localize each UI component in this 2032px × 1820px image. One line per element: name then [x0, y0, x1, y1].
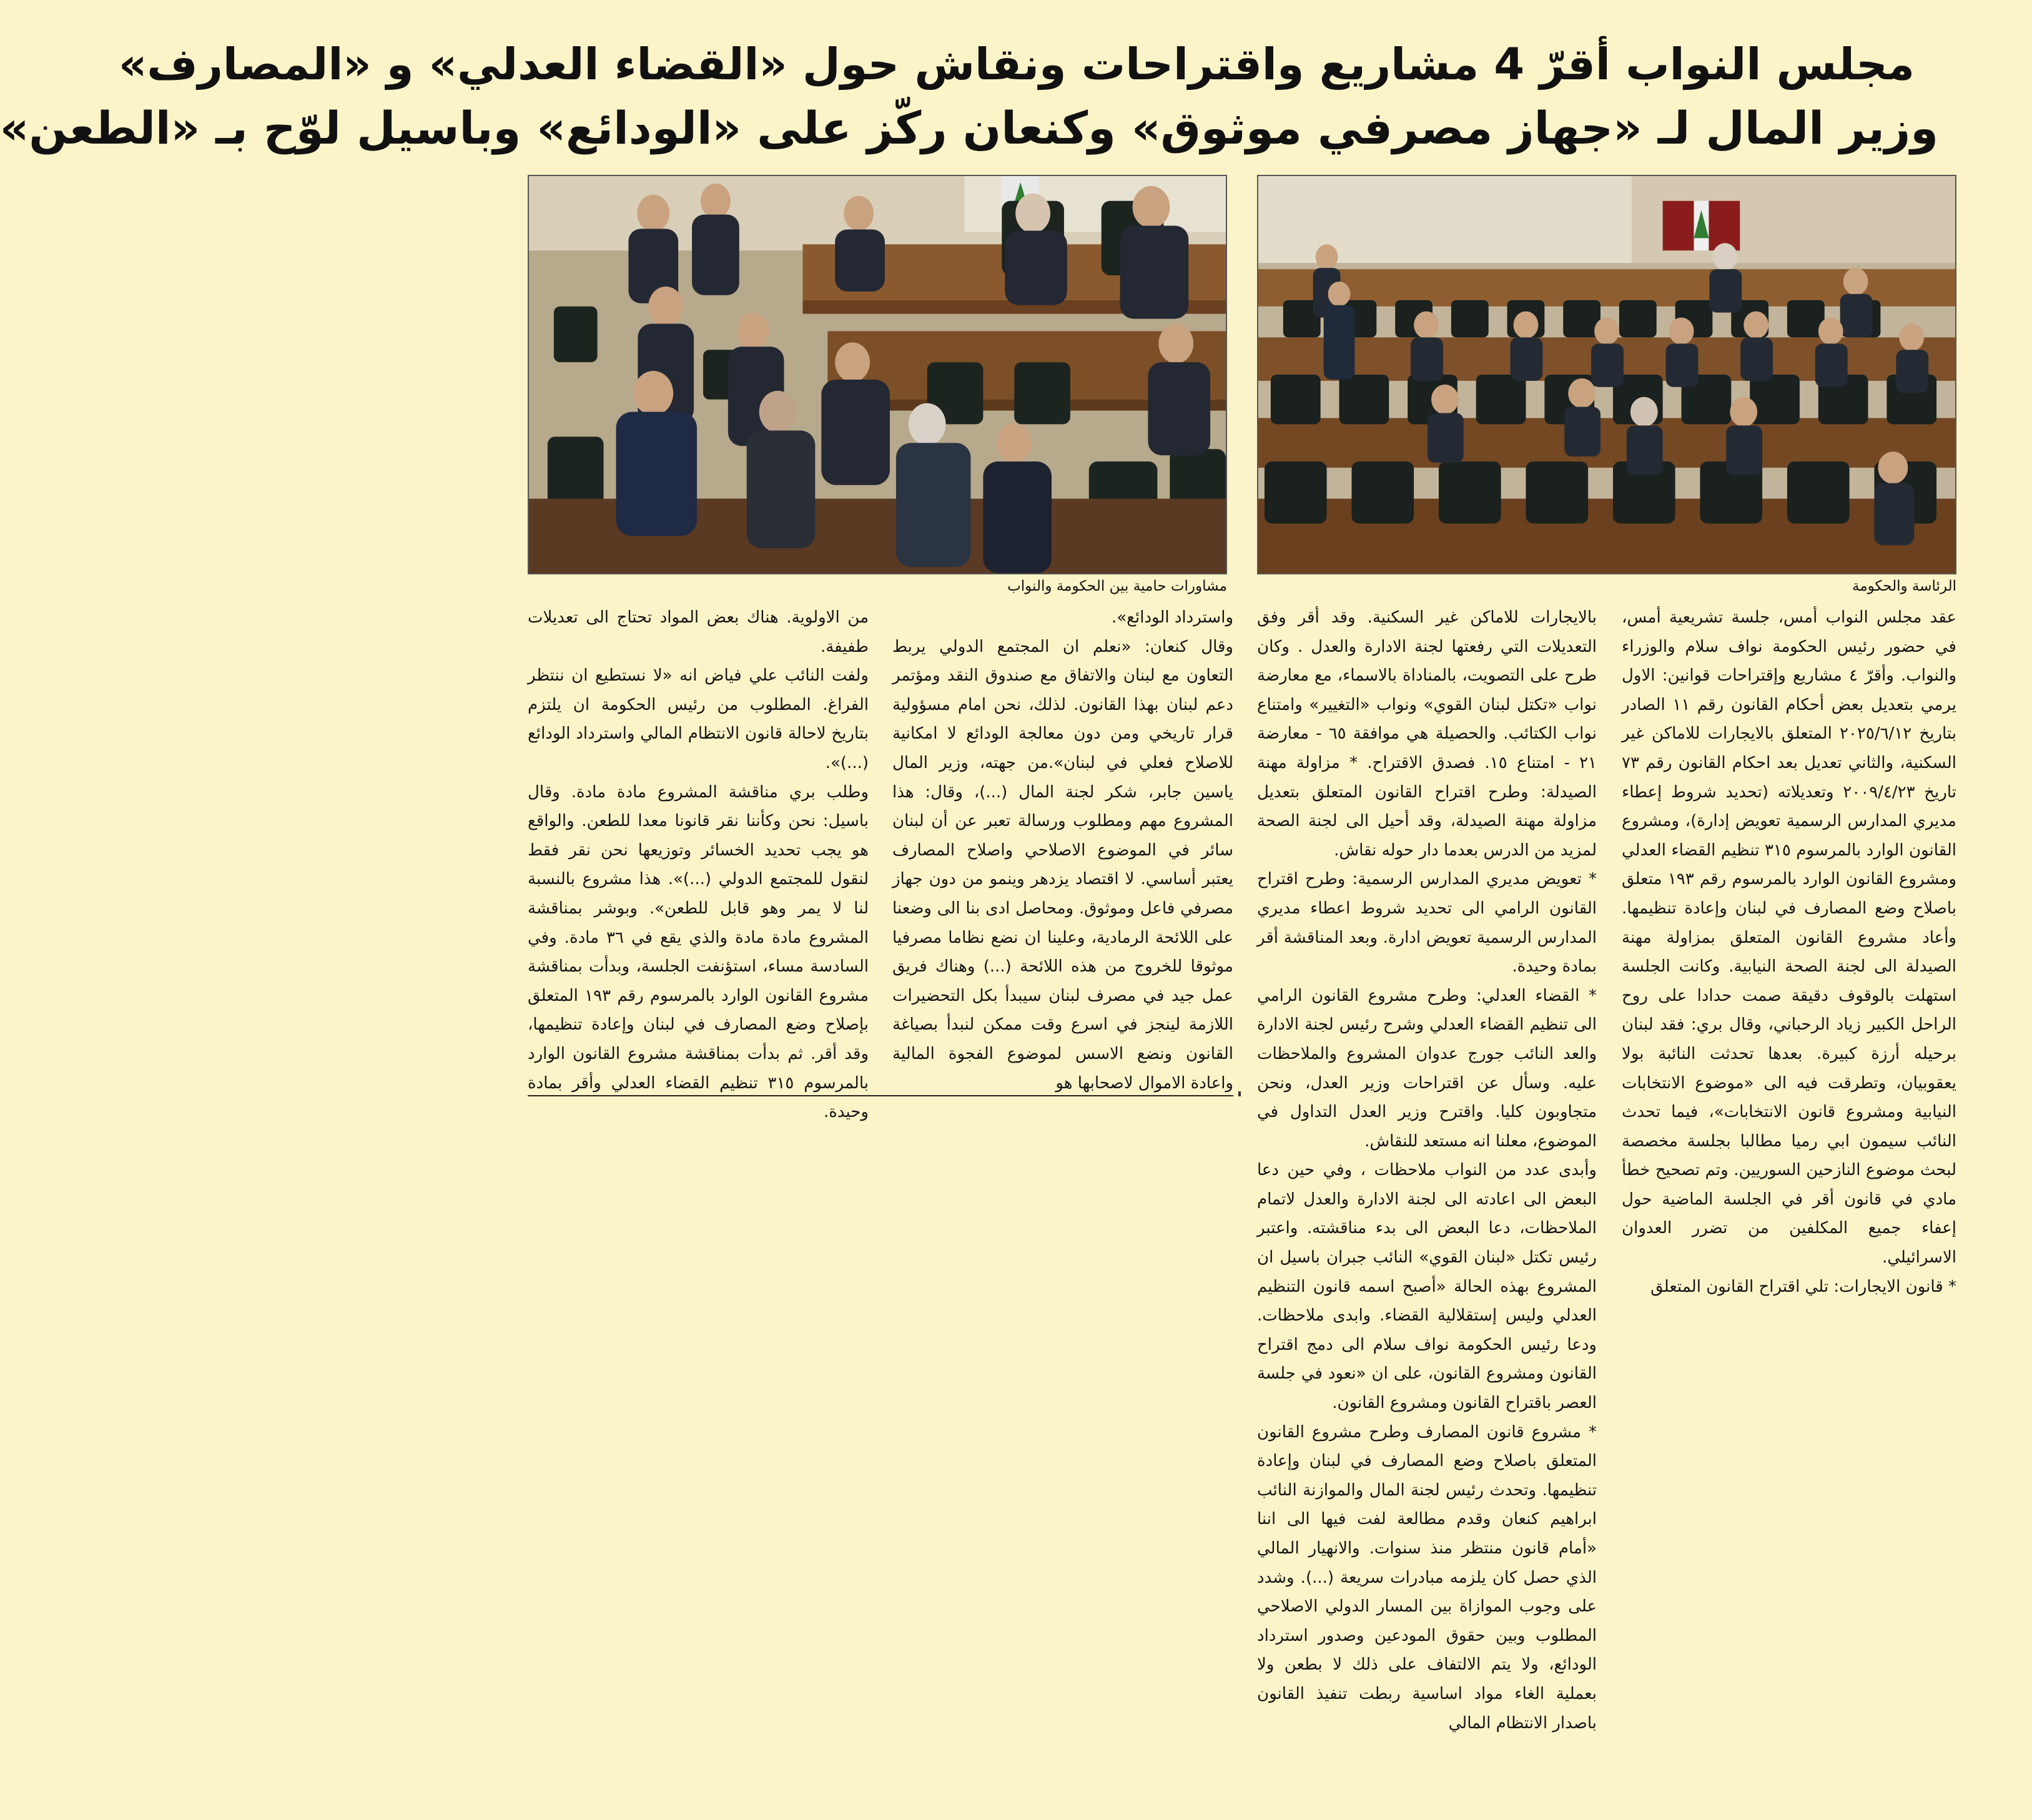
headline-line-1: مجلس النواب أقرّ 4 مشاريع واقتراحات ونقاش حول «القضاء العدلي» و «المصارف»: [119, 39, 1915, 90]
headline-line-2: وزير المال لـ «جهاز مصرفي موثوق» وكنعان ركّز على «الودائع» وباسيل لوّح بـ «الطعن»: [0, 102, 1938, 154]
photo-caption-left: مشاورات حامية بين الحكومة والنواب: [1007, 578, 1227, 594]
article-column-1: عقد مجلس النواب أمس، جلسة تشريعية أمس، في حضور رئيس الحكومة نواف سلام والوزراء والنواب. وأقرّ ٤ مشاريع وإقتراحات قوانين: الاول يرمي بتعديل بعض أحكام القانون رقم ١١ الصادر بتاريخ ٢٠٢٥/٦/١٢ المتعلق بالايجارات للاماكن غير السكنية، والثاني تعديل بعد احكام القانون رقم ٧٣ تاريخ ٢٠٠٩/٤/٢٣ وتعديلاته (تحديد شروط إعطاء مديري المدارس الرسمية تعويض إدارة)، ومشروع القانون الوارد بالمرسوم ٣١٥ تنظيم القضاء العدلي ومشروع القانون الوارد بالمرسوم رقم ١٩٣ متعلق باصلاح وضع المصارف في لبنان وإعادة تنظيمها. وأعاد مشروع القانون المتعلق بمزاولة مهنة الصيدلة الى لجنة الصحة النيابية. وكانت الجلسة استهلت بالوقوف دقيقة صمت حدادا على روح الراحل الكبير زياد الرحباني، وقال بري: فقد لبنان برحيله أرزة كبيرة. بعدها تحدثت النائبة بولا يعقوبيان، وتطرقت فيه الى «موضوع الانتخابات النيابية ومشروع قانون الانتخابات»، فيما تحدث النائب سيمون ابي رميا مطالبا بجلسة مخصصة لبحث موضوع النازحين السوريين. وتم تصحيح خطأ مادي في قانون أقر في الجلسة الماضية حول إعفاء جميع المكلفين من تضرر العدوان الاسرائيلي. * قانون الايجارات: تلي اقتراح القانون المتعلق: [1622, 608, 1957, 1296]
divider-mark: [1238, 1091, 1241, 1096]
parliament-photo-right: [1258, 176, 1955, 573]
article-column-2: بالايجارات للاماكن غير السكنية. وقد أقر وفق التعديلات التي رفعتها لجنة الادارة والعدل . وكان طرح على التصويت، بالمناداة بالاسماء، مع معارضة نواب «تكتل لبنان القوي» ونواب «التغيير» وامتناع نواب الكتائب. والحصيلة هي موافقة ٦٥ - معارضة ٢١ - امتناع ١٥. فصدق الاقتراح. * مزاولة مهنة الصيدلة: وطرح اقتراح القانون المتعلق بتعديل مزاولة مهنة الصيدلة، وقد أحيل الى لجنة الصحة لمزيد من الدرس بعدما دار حوله نقاش. * تعويض مديري المدارس الرسمية: وطرح اقتراح القانون الرامي الى تحديد شروط اعطاء مديري المدارس الرسمية تعويض ادارة. وبعد المناقشة أقر بمادة وحيدة. * القضاء العدلي: وطرح مشروع القانون الرامي الى تنظيم القضاء العدلي وشرح رئيس لجنة الادارة والعد النائب جورج عدوان المشروع والملاحظات عليه. وسأل عن اقتراحات وزير العدل، ونحن متجاوبون كليا. واقترح وزير العدل التداول في الموضوع، معلنا انه مستعد للنقاش. وأبدى عدد من النواب ملاحظات ، وفي حين دعا البعض الى اعادته الى لجنة الادارة والعدل لاتمام الملاحظات، دعا البعض الى بدء مناقشته. واعتبر رئيس تكتل «لبنان القوي» النائب جبران باسيل ان المشروع بهذه الحالة «أصبح اسمه قانون التنظيم العدلي وليس إستقلالية القضاء. وابدى ملاحظات. ودعا رئيس الحكومة نواف سلام الى دمج اقتراح القانون ومشروع القانون، على ان «نعود في جلسة العصر باقتراح القانون ومشروع القانون. * مشروع قانون المصارف وطرح مشروع القانون المتعلق باصلاح وضع المصارف في لبنان وإعادة تنظيمها. وتحدث رئيس لجنة المال والموازنة النائب ابراهيم كنعان وقدم مطالعة لفت فيها الى اننا «أمام قانون منتظر منذ سنوات. والانهيار المالي الذي حصل كان يلزمه مبادرات سريعة (...). وشدد على وجوب الموازاة بين المسار الدولي الاصلاحي المطلوب وبين حقوق المودعين وصدور استرداد الودائع، ولا يتم الالتفاف على ذلك لا بطعن ولا بعملية الغاء مواد اساسية ربطت تنفيذ القانون باصدار الانتظام المالي: [1257, 608, 1597, 1733]
parliament-photo-left: [529, 176, 1226, 573]
photo-caption-right: الرئاسة والحكومة: [1852, 578, 1956, 594]
photo-government-deputies: [528, 175, 1227, 574]
article-column-3: واسترداد الودائع». وقال كنعان: «نعلم ان المجتمع الدولي يربط التعاون مع لبنان والاتفاق مع صندوق النقد ومؤتمر دعم لبنان بهذا القانون. لذلك، نحن امام مسؤولية قرار تاريخي ومن دون معالجة الودائع لا امكانية للاصلاح فعلي في لبنان».من جهته، وزير المال ياسين جابر، شكر لجنة المال (...)، وقال: هذا المشروع مهم ومطلوب ورسالة تعبر عن أن لبنان سائر في الموضوع الاصلاحي واصلاح المصارف يعتبر أساسي. لا اقتصاد يزدهر وينمو من دون جهاز مصرفي فاعل وموثوق. ومحاصل ادى بنا الى وضعنا على اللائحة الرمادية، وعلينا ان نضع نظاما مصرفيا موثوقا للخروج من هذه اللائحة (...) وهناك فريق عمل جيد في مصرف لبنان سيبدأ بكل التحضيرات اللازمة لينجز في اسرع وقت ممكن لنبدأ بصياغة القانون ونضع الاسس لموضوع الفجوة المالية واعادة الاموال لاصحابها هو: [892, 608, 1233, 1093]
photo-presidency-government: [1257, 175, 1956, 574]
article-column-4: من الاولوية. هناك بعض المواد تحتاج الى تعديلات طفيفة. ولفت النائب علي فياض انه «لا نستطيع ان ننتظر الفراغ. المطلوب من رئيس الحكومة ان يلتزم بتاريخ لاحالة قانون الانتظام المالي واسترداد الودائع (...)». وطلب بري مناقشة المشروع مادة مادة. وقال باسيل: نحن وكأننا نقر قانونا معدا للطعن. والواقع هو يجب تحديد الخسائر وتوزيعها نحن نقر فقط لنقول للمجتمع الدولي (...)». هذا مشروع بالنسبة لنا لا يمر وهو قابل للطعن». وبوشر بمناقشة المشروع مادة مادة والذي يقع في ٣٦ مادة. وفي السادسة مساء، استؤنفت الجلسة، وبدأت بمناقشة مشروع القانون الوارد بالمرسوم رقم ١٩٣ المتعلق بإصلاح وضع المصارف في لبنان وإعادة تنظيمها، وقد أقر. ثم بدأت بمناقشة مشروع القانون الوارد بالمرسوم ٣١٥ تنظيم القضاء العدلي وأقر بمادة وحيدة.: [528, 608, 869, 1122]
section-divider: [528, 1095, 1233, 1096]
